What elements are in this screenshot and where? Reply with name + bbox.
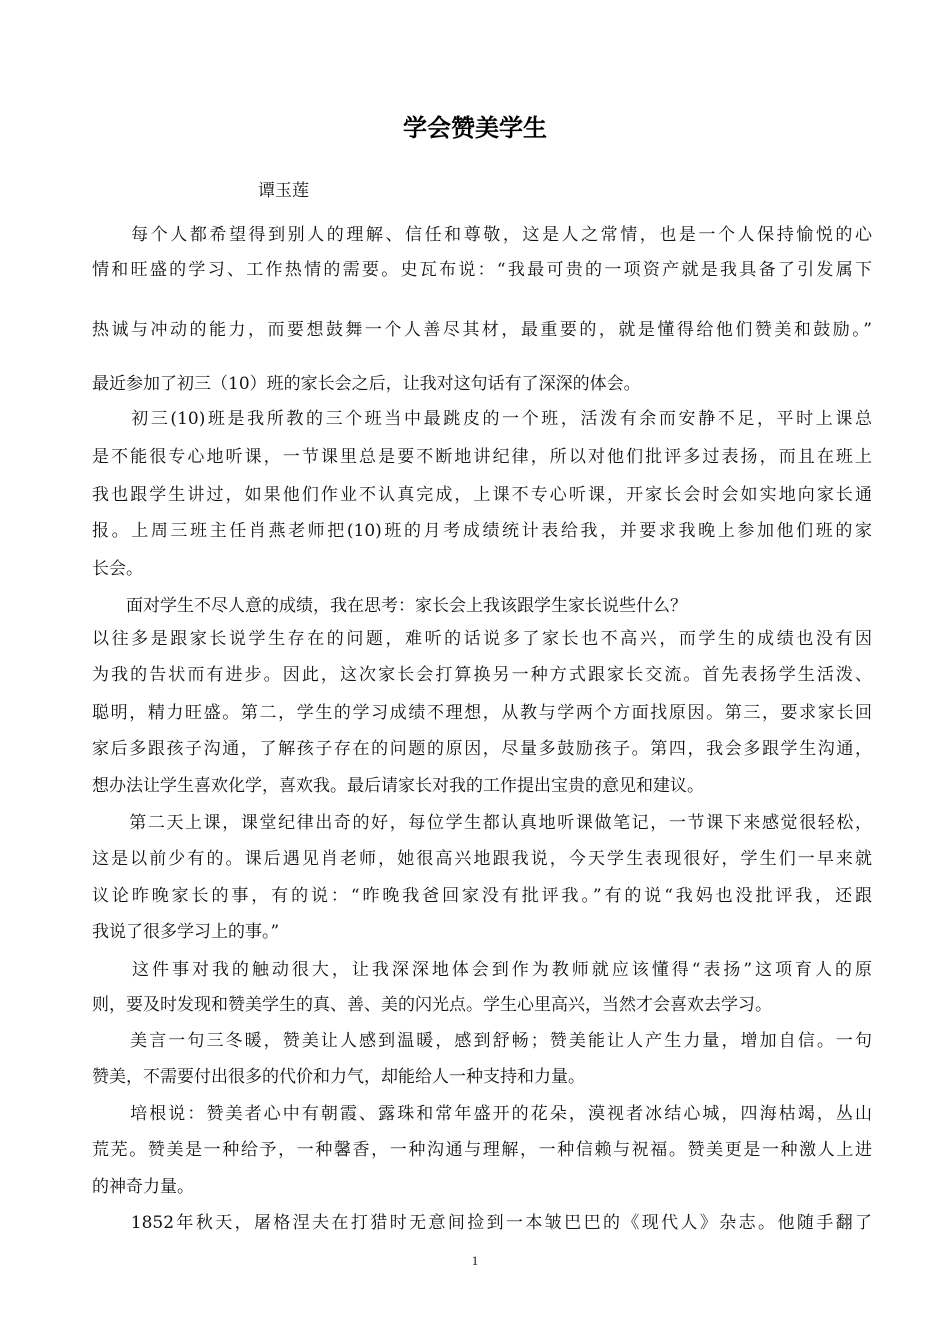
text-line: 的神奇力量。 [92, 1177, 194, 1197]
text-line: 这件事对我的触动很大，让我深深地体会到作为教师就应该懂得“表扬”这项育人的原 [92, 960, 872, 980]
text-line: 长会。 [92, 559, 143, 579]
text-line: 热诚与冲动的能力，而要想鼓舞一个人善尽其材，最重要的，就是懂得给他们赞美和鼓励。” [92, 320, 872, 340]
text-line: 这是以前少有的。课后遇见肖老师，她很高兴地跟我说，今天学生表现很好，学生们一早来就 [92, 849, 872, 869]
text-line: 议论昨晚家长的事，有的说：“昨晚我爸回家没有批评我。”有的说“我妈也没批评我，还跟 [92, 886, 872, 906]
text-line: 我也跟学生讲过，如果他们作业不认真完成，上课不专心听课，开家长会时会如实地向家长通 [92, 485, 872, 505]
text-line: 报。上周三班主任肖燕老师把(10)班的月考成绩统计表给我，并要求我晚上参加他们班的家 [92, 521, 872, 541]
text-line: 第二天上课，课堂纪律出奇的好，每位学生都认真地听课做笔记，一节课下来感觉很轻松， [92, 813, 872, 833]
text-line: 是不能很专心地听课，一节课里总是要不断地讲纪律，所以对他们批评多过表扬，而且在班上 [92, 447, 872, 467]
text-line: 以往多是跟家长说学生存在的问题，难听的话说多了家长也不高兴，而学生的成绩也没有因 [92, 629, 872, 649]
text-line: 我说了很多学习上的事。” [92, 922, 280, 942]
author-name: 谭玉莲 [258, 181, 309, 201]
text-line: 初三(10)班是我所教的三个班当中最跳皮的一个班，活泼有余而安静不足，平时上课总 [92, 409, 872, 429]
text-line: 荒芜。赞美是一种给予，一种馨香，一种沟通与理解，一种信赖与祝福。赞美更是一种激人上进 [92, 1140, 872, 1160]
text-line: 则，要及时发现和赞美学生的真、善、美的闪光点。学生心里高兴，当然才会喜欢去学习。 [92, 995, 772, 1015]
document-title: 学会赞美学生 [403, 114, 547, 142]
text-line: 美言一句三冬暖，赞美让人感到温暖，感到舒畅；赞美能让人产生力量，增加自信。一句 [92, 1031, 872, 1051]
text-line: 想办法让学生喜欢化学，喜欢我。最后请家长对我的工作提出宝贵的意见和建议。 [92, 776, 704, 796]
text-line: 每个人都希望得到别人的理解、信任和尊敬，这是人之常情，也是一个人保持愉悦的心 [92, 225, 872, 245]
text-line: 赞美，不需要付出很多的代价和力气，却能给人一种支持和力量。 [92, 1067, 585, 1087]
text-line: 面对学生不尽人意的成绩，我在思考：家长会上我该跟学生家长说些什么？ [92, 596, 687, 616]
text-line: 家后多跟孩子沟通，了解孩子存在的问题的原因，尽量多鼓励孩子。第四，我会多跟学生沟通， [92, 739, 872, 759]
text-line: 培根说：赞美者心中有朝霞、露珠和常年盛开的花朵，漠视者冰结心城，四海枯竭，丛山 [92, 1104, 872, 1124]
page-number: 1 [471, 1253, 479, 1268]
text-line: 为我的告状而有进步。因此，这次家长会打算换另一种方式跟家长交流。首先表扬学生活泼、 [92, 665, 872, 685]
text-line: 最近参加了初三（10）班的家长会之后，让我对这句话有了深深的体会。 [92, 374, 641, 394]
text-line: 1852年秋天，屠格涅夫在打猎时无意间捡到一本皱巴巴的《现代人》杂志。他随手翻了 [92, 1213, 872, 1233]
text-line: 情和旺盛的学习、工作热情的需要。史瓦布说：“我最可贵的一项资产就是我具备了引发属下 [92, 260, 872, 280]
text-line: 聪明，精力旺盛。第二，学生的学习成绩不理想，从教与学两个方面找原因。第三，要求家长回 [92, 703, 872, 723]
